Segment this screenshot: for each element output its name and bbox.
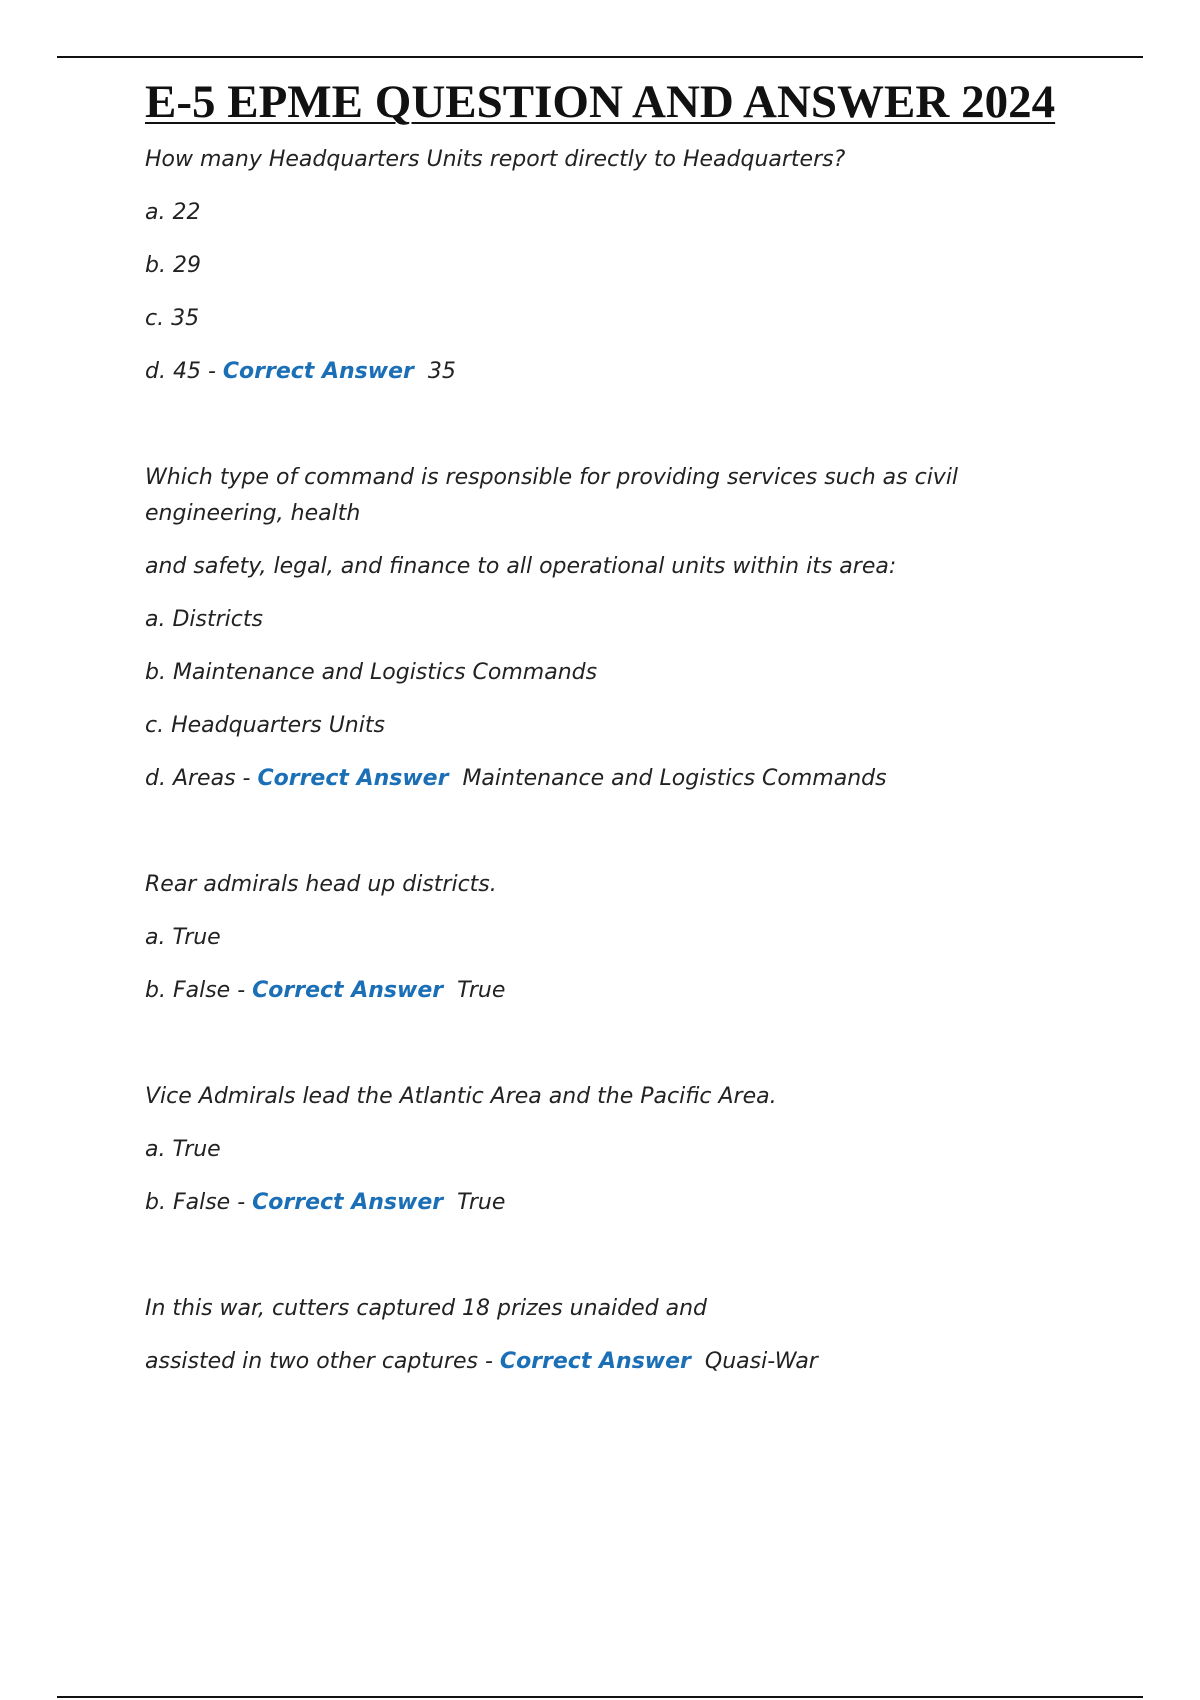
correct-answer-label: Correct Answer	[257, 766, 449, 791]
correct-answer-label: Correct Answer	[252, 1190, 444, 1215]
answer-line	[145, 354, 1135, 390]
answer-line	[145, 1344, 1135, 1380]
bottom-rule	[57, 1696, 1143, 1698]
option: d. 45 -	[145, 359, 216, 384]
option: b. False -	[145, 978, 246, 1003]
option: c. Headquarters Units	[145, 713, 385, 738]
question-text: In this war, cutters captured 18 prizes unaided and	[145, 1296, 707, 1321]
question-text: How many Headquarters Units report directly to Headquarters?	[145, 147, 846, 172]
question-block	[145, 142, 1135, 390]
option: a. True	[145, 925, 221, 950]
answer-value: True	[457, 978, 506, 1003]
option: b. Maintenance and Logistics Commands	[145, 660, 598, 685]
answer-line	[145, 973, 1135, 1009]
option: d. Areas -	[145, 766, 251, 791]
option: a. 22	[145, 200, 201, 225]
option: a. True	[145, 1137, 221, 1162]
top-rule	[57, 56, 1143, 58]
answer-value: True	[457, 1190, 506, 1215]
question-text: assisted in two other captures -	[145, 1349, 493, 1374]
question-text: Vice Admirals lead the Atlantic Area and the Pacific Area.	[145, 1084, 777, 1109]
answer-value: Maintenance and Logistics Commands	[462, 766, 887, 791]
question-text: Which type of command is responsible for providing services such as civil engineering, health	[145, 465, 959, 526]
correct-answer-label: Correct Answer	[252, 978, 444, 1003]
option: b. 29	[145, 253, 201, 278]
question-block	[145, 1079, 1135, 1221]
answer-value: 35	[427, 359, 456, 384]
correct-answer-label: Correct Answer	[222, 359, 414, 384]
correct-answer-label: Correct Answer	[499, 1349, 691, 1374]
question-block	[145, 460, 1135, 797]
option: b. False -	[145, 1190, 246, 1215]
question-block	[145, 867, 1135, 1009]
answer-line	[145, 1185, 1135, 1221]
answer-value: Quasi-War	[704, 1349, 818, 1374]
document-title: E-5 EPME QUESTION AND ANSWER 2024	[145, 76, 1056, 128]
question-text: Rear admirals head up districts.	[145, 872, 497, 897]
question-text: and safety, legal, and finance to all operational units within its area:	[145, 554, 897, 579]
answer-line	[145, 761, 1135, 797]
option: c. 35	[145, 306, 200, 331]
document-body	[145, 72, 1135, 1397]
option: a. Districts	[145, 607, 263, 632]
question-block	[145, 1291, 1135, 1380]
